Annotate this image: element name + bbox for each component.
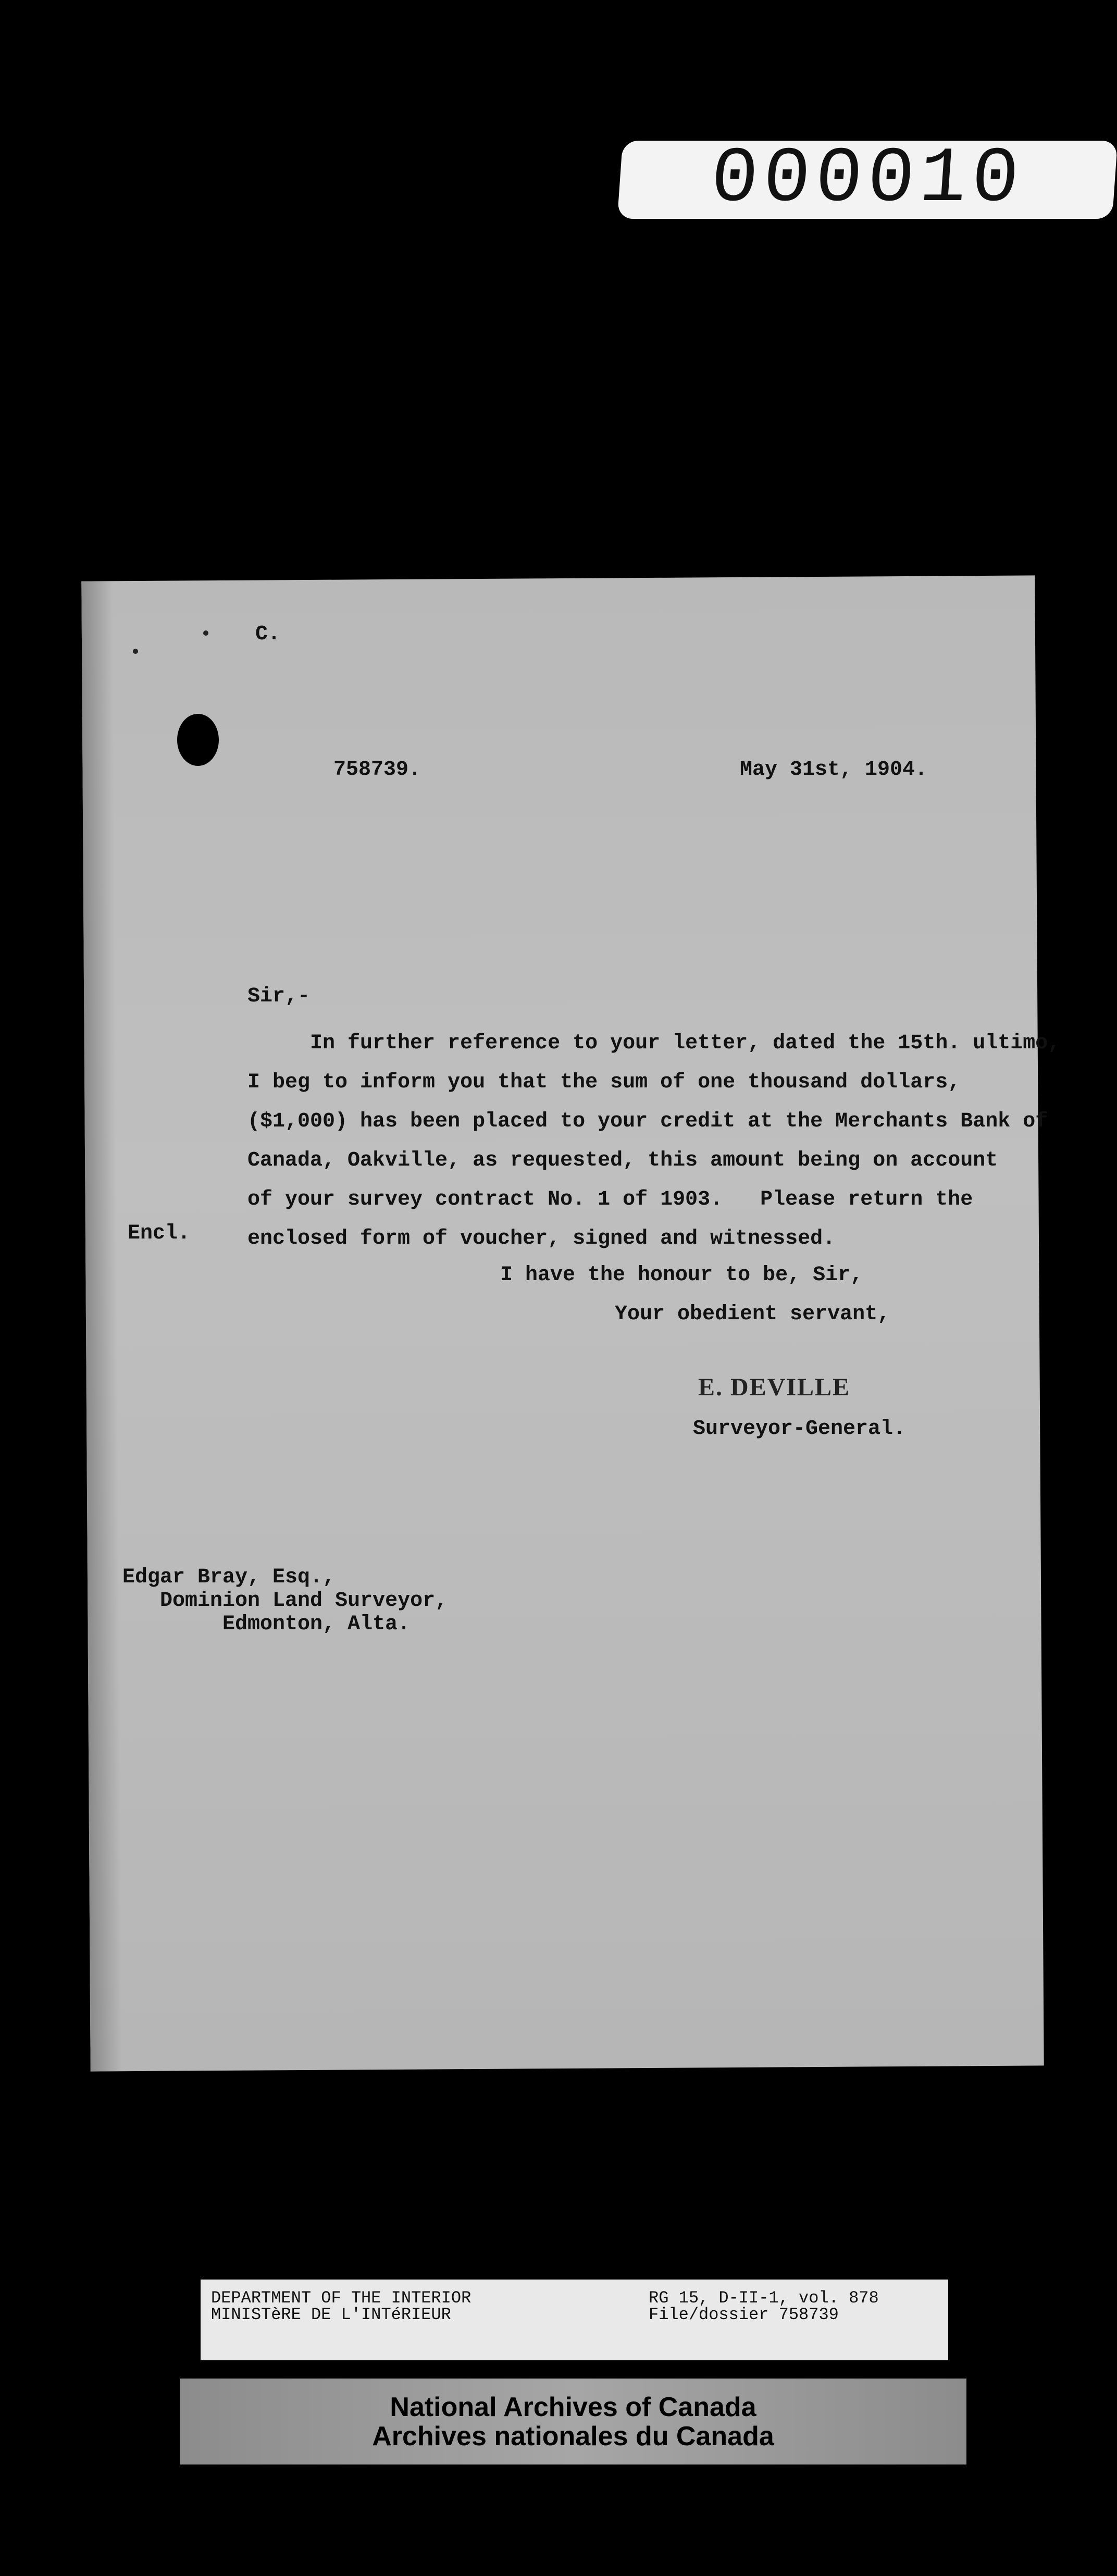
closing-line: I have the honour to be, Sir, [500, 1264, 863, 1287]
addressee-line: Dominion Land Surveyor, [122, 1589, 448, 1613]
department-label [211, 2290, 471, 2323]
record-group: RG 15, D-II-1, vol. 878 [649, 2288, 879, 2308]
punch-hole [177, 714, 219, 766]
closing-line: Your obedient servant, [615, 1303, 890, 1326]
archive-reference-box [201, 2280, 948, 2360]
frame-number-label: 000010 [617, 141, 1117, 219]
body-line: enclosed form of voucher, signed and witnessed. [247, 1227, 836, 1250]
file-number: 758739. [333, 758, 421, 782]
letter-page [81, 575, 1044, 2071]
file-reference: File/dossier 758739 [649, 2305, 839, 2324]
reference-label [649, 2290, 879, 2323]
body-line: ($1,000) has been placed to your credit at the Merchants Bank of [247, 1110, 1048, 1133]
ink-dot [203, 630, 208, 636]
ink-dot [133, 649, 138, 654]
body-line: of your survey contract No. 1 of 1903. Please return the [247, 1188, 973, 1211]
body-line: Canada, Oakville, as requested, this amount being on account [247, 1149, 998, 1172]
enclosure-note: Encl. [128, 1222, 191, 1245]
department-en: DEPARTMENT OF THE INTERIOR [211, 2288, 471, 2308]
salutation: Sir,- [247, 985, 311, 1008]
letter-date: May 31st, 1904. [740, 758, 928, 782]
archive-name-en: National Archives of Canada [390, 2392, 756, 2422]
body-line: I beg to inform you that the sum of one thousand dollars, [247, 1071, 961, 1094]
archive-name-fr: Archives nationales du Canada [372, 2421, 774, 2451]
archive-banner [180, 2379, 966, 2464]
signatory-title: Surveyor-General. [693, 1417, 906, 1441]
signature: E. DEVILLE [698, 1373, 851, 1401]
department-fr: MINISTèRE DE L'INTéRIEUR [211, 2305, 451, 2324]
body-line: In further reference to your letter, dated the 15th. ultimo, [247, 1032, 1061, 1055]
addressee-line: Edgar Bray, Esq., [122, 1566, 336, 1589]
addressee-line: Edmonton, Alta. [122, 1613, 411, 1636]
document-mark: C. [255, 623, 281, 646]
